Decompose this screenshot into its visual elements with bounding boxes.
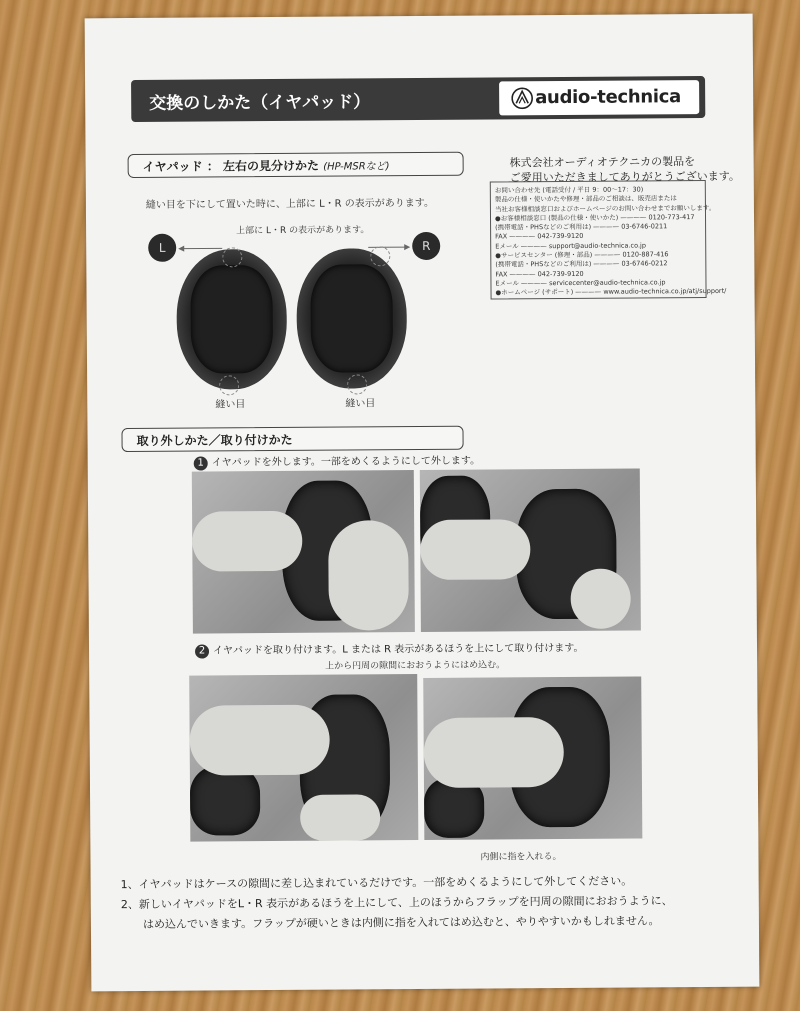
instruction-sheet [85, 14, 760, 992]
photo-step1-a [192, 470, 415, 634]
contact-row: Eメール ———— servicecenter@audio-technica.co.jp [495, 278, 666, 288]
seam-highlight-right [347, 374, 367, 394]
photo-step1-b [420, 468, 641, 632]
brand-name: audio-technica [535, 86, 682, 109]
contact-row: ●お客様相談窓口 (製品の仕様・使いかた) ———— 0120-773-417 [494, 212, 695, 223]
seam-label-right: 縫い目 [345, 398, 376, 410]
step-1-text: イヤパッドを外します。一部をめくるようにして外します。 [211, 455, 481, 469]
lr-description: 縫い目を下にして置いた時に、上部に L・R の表示があります。 [145, 197, 435, 211]
r-marker-icon: R [412, 232, 440, 260]
photo-caption: 内側に指を入れる。 [480, 852, 562, 863]
photo-step2-b [423, 676, 642, 840]
earpad-left [176, 249, 287, 390]
seam-label-left: 縫い目 [215, 399, 246, 411]
step-2-number: 2 [195, 644, 209, 658]
contact-row: ●ホームページ (サポート) ———— www.audio-technica.co.jp/atj/support/ [495, 287, 727, 297]
section-title-lr [128, 152, 464, 178]
contact-row: Eメール ———— support@audio-technica.co.jp [495, 241, 647, 251]
step-2-text: イヤパッドを取り付けます。L または R 表示があるほうを上にして取り付けます。 [212, 642, 584, 657]
step-2-note: 上から円周の隙間におおうようにはめ込む。 [325, 660, 506, 672]
section-title-removal-text: 取り外しかた／取り付けかた [136, 432, 293, 448]
step-1-label [194, 452, 481, 471]
contact-row: (携帯電話・PHSなどのご利用は) ———— 03-6746-0212 [495, 259, 668, 269]
contact-box [490, 180, 727, 300]
section-title-removal [121, 426, 463, 452]
audio-technica-logo-icon [511, 87, 533, 109]
step-2-label [195, 639, 584, 659]
note-1: 1、イヤパッドはケースの隙間に差し込まれているだけです。一部をめくるようにして外してください。 [120, 874, 633, 892]
lr-annotation: 上部に L・R の表示があります。 [236, 225, 370, 237]
contact-row: ●サービスセンター (修理・部品) ———— 0120-887-416 [495, 250, 669, 260]
l-marker-icon: L [148, 234, 176, 262]
page-title: 交換のしかた（イヤパッド） [149, 92, 371, 114]
contact-row: (携帯電話・PHSなどのご利用は) ———— 03-6746-0211 [495, 222, 668, 232]
seam-highlight-left [219, 375, 239, 395]
step-1-number: 1 [194, 456, 208, 470]
contact-row: FAX ———— 042-739-9120 [495, 269, 584, 279]
company-line-2: ご愛用いただきましてありがとうございます。 [509, 169, 740, 185]
lr-mark-highlight-right [370, 246, 390, 266]
brand-logo [499, 80, 699, 115]
company-line-1: 株式会社オーディオテクニカの製品を [509, 155, 696, 170]
header-bar [131, 76, 705, 122]
contact-row: 製品の仕様・使いかたや修理・部品のご相談は、販売店または [494, 194, 677, 204]
contact-row: FAX ———— 042-739-9120 [495, 232, 584, 241]
earpad-right [296, 248, 407, 389]
section-title-lr-subtitle: (HP-MSRなど) [323, 161, 390, 173]
note-2-line-2: はめ込んでいきます。フラップが硬いときは内側に指を入れてはめ込むと、やりやすいかもしれません。 [142, 914, 660, 931]
section-title-lr-text: イヤパッド ： 左右の見分けかた [142, 158, 320, 174]
photo-step2-a [189, 674, 418, 842]
note-2-line-1: 2、新しいイヤパッドをL・R 表示があるほうを上にして、上のほうからフラップを円周の隙間におおうように、 [120, 894, 673, 912]
lr-mark-highlight-left [222, 247, 242, 267]
contact-row: 当社お客様相談窓口およびホームページのお問い合わせまでお願いします。 [494, 203, 716, 214]
contact-row: お問い合わせ先 (電話受付 / 平日 9：00～17：30) [494, 185, 644, 195]
